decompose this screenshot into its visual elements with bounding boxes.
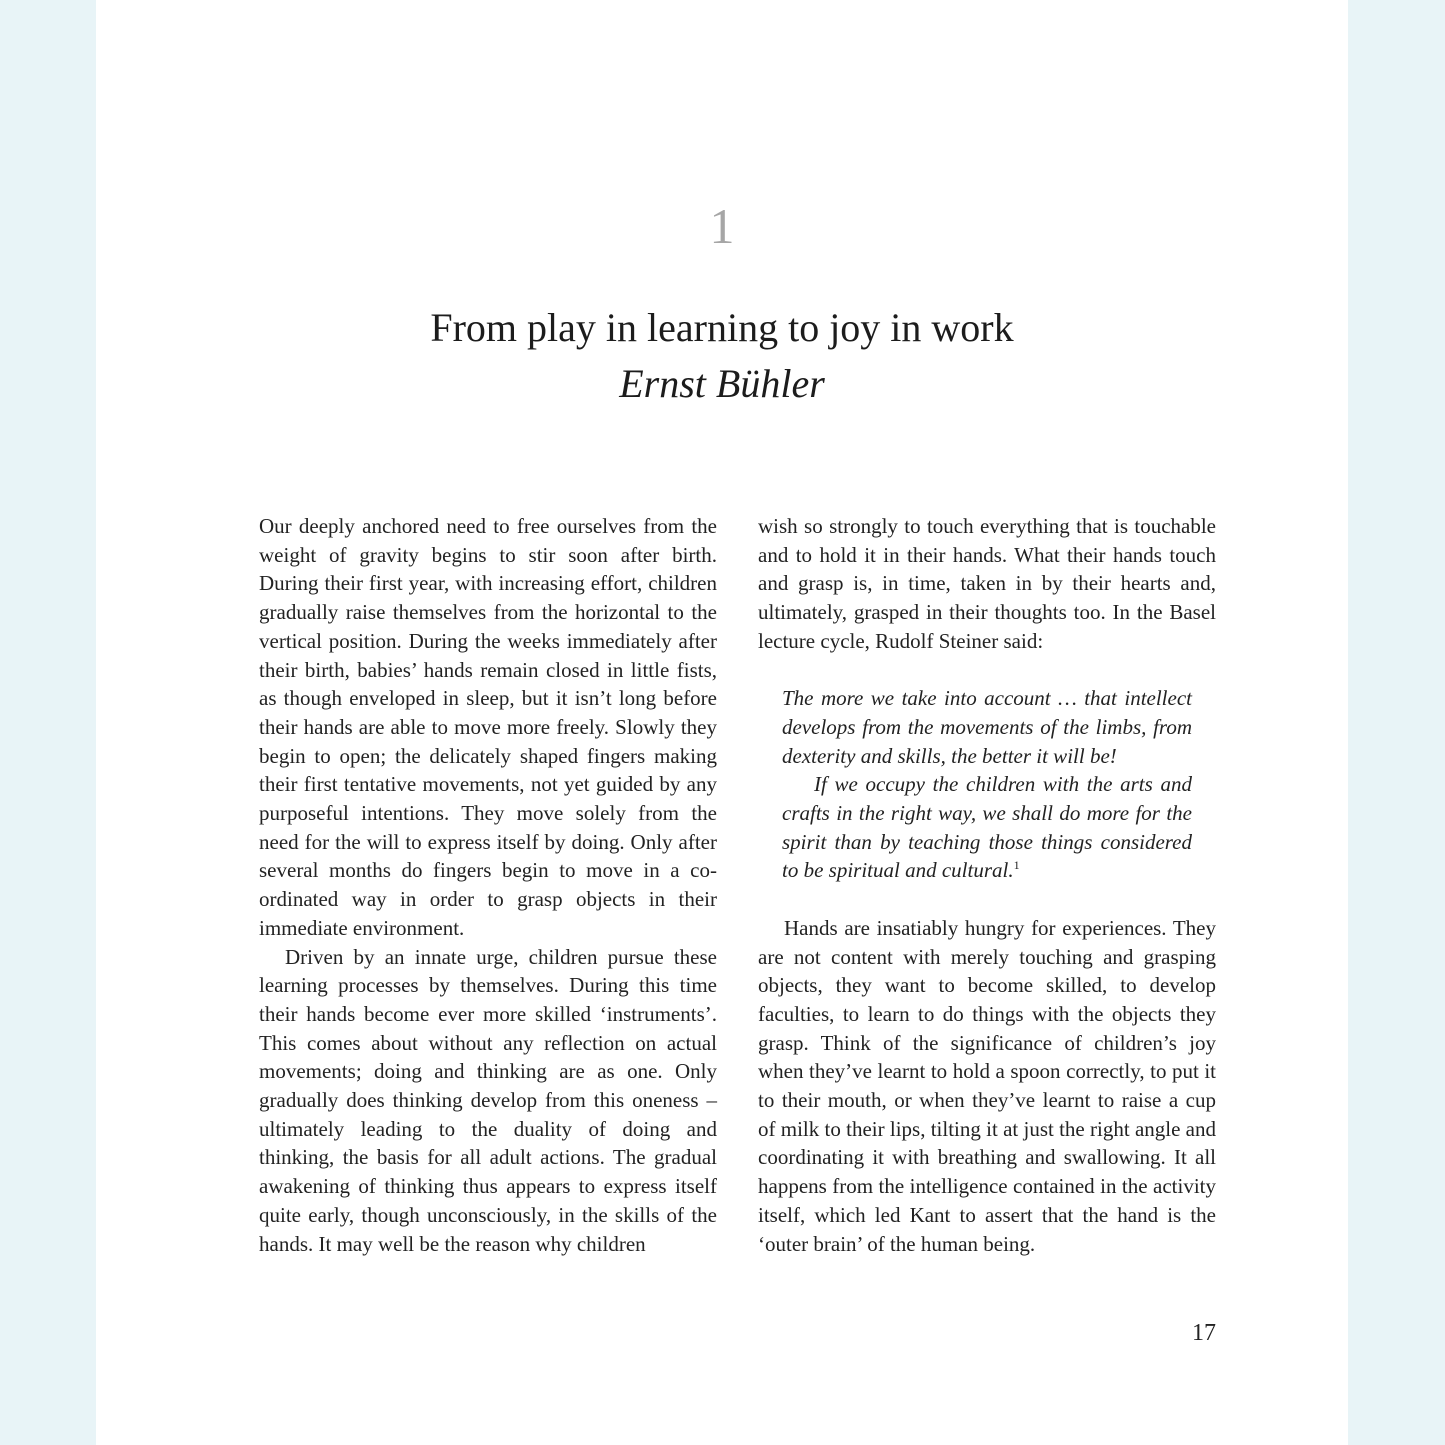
paragraph: Driven by an innate urge, children pursue these learning processes by themselves. During this time their hands become ever more skilled ‘instruments’. This comes about without any reflection on actual movements; doing and thinking are as one. Only gradually does thinking develop from this oneness – ultimately leading to the duality of doing and thinking, the basis for all adult actions. The gradual awakening of thinking thus appears to express itself quite early, though unconsciously, in the skills of the hands. It may well be the reason why children — [259, 944, 717, 1256]
quote-text: If we occupy the children with the arts and crafts in the right way, we shall do more for the spirit than by teaching those things considered to be spiritual and cultural. — [782, 772, 1192, 883]
paragraph: wish so strongly to touch everything that is touchable and to hold it in their hands. What their hands touch and grasp is, in time, taken in by their hearts and, ultimately, grasped in their thoughts too. In the Basel lecture cycle, Rudolf Steiner said: — [758, 514, 1216, 653]
left-column — [259, 512, 717, 1258]
block-quote — [782, 684, 1192, 885]
quote-paragraph: The more we take into account … that intellect develops from the movements of the limbs, from dexterity and skills, the better it will be! — [782, 686, 1192, 768]
chapter-title: From play in learning to joy in work — [430, 305, 1014, 350]
chapter-number: 1 — [709, 198, 735, 254]
chapter-author: Ernst Bühler — [619, 361, 825, 406]
right-column — [758, 512, 1216, 1258]
page-number: 17 — [1192, 1320, 1216, 1346]
footnote-reference[interactable]: 1 — [1013, 858, 1020, 873]
paragraph: Hands are insatiably hungry for experiences. They are not content with merely touching and grasping objects, they want to become skilled, to develop faculties, to learn to do things with the objects they grasp. Think of the significance of children’s joy when they’ve learnt to hold a spoon correctly, to put it to their mouth, or when they’ve learnt to raise a cup of milk to their lips, tilting it at just the right angle and coordinating it with breathing and swallowing. It all happens from the intelligence contained in the activity itself, which led Kant to assert that the hand is the ‘outer brain’ of the human being. — [758, 915, 1216, 1256]
paragraph: Our deeply anchored need to free ourselves from the weight of gravity begins to stir soon after birth. During their first year, with increasing effort, children gradually raise themselves from the horizontal to the vertical position. During the weeks immediately after their birth, babies’ hands remain closed in little fists, as though enveloped in sleep, but it isn’t long before their hands are able to move more freely. Slowly they begin to open; the delicately shaped fingers making their first tentative movements, not yet guided by any purposeful intentions. They move solely from the need for the will to express itself by doing. Only after several months do fingers begin to move in a co-ordinated way in order to grasp objects in their immediate environment. — [259, 514, 717, 940]
book-page — [96, 0, 1348, 1445]
quote-paragraph — [782, 770, 1192, 885]
